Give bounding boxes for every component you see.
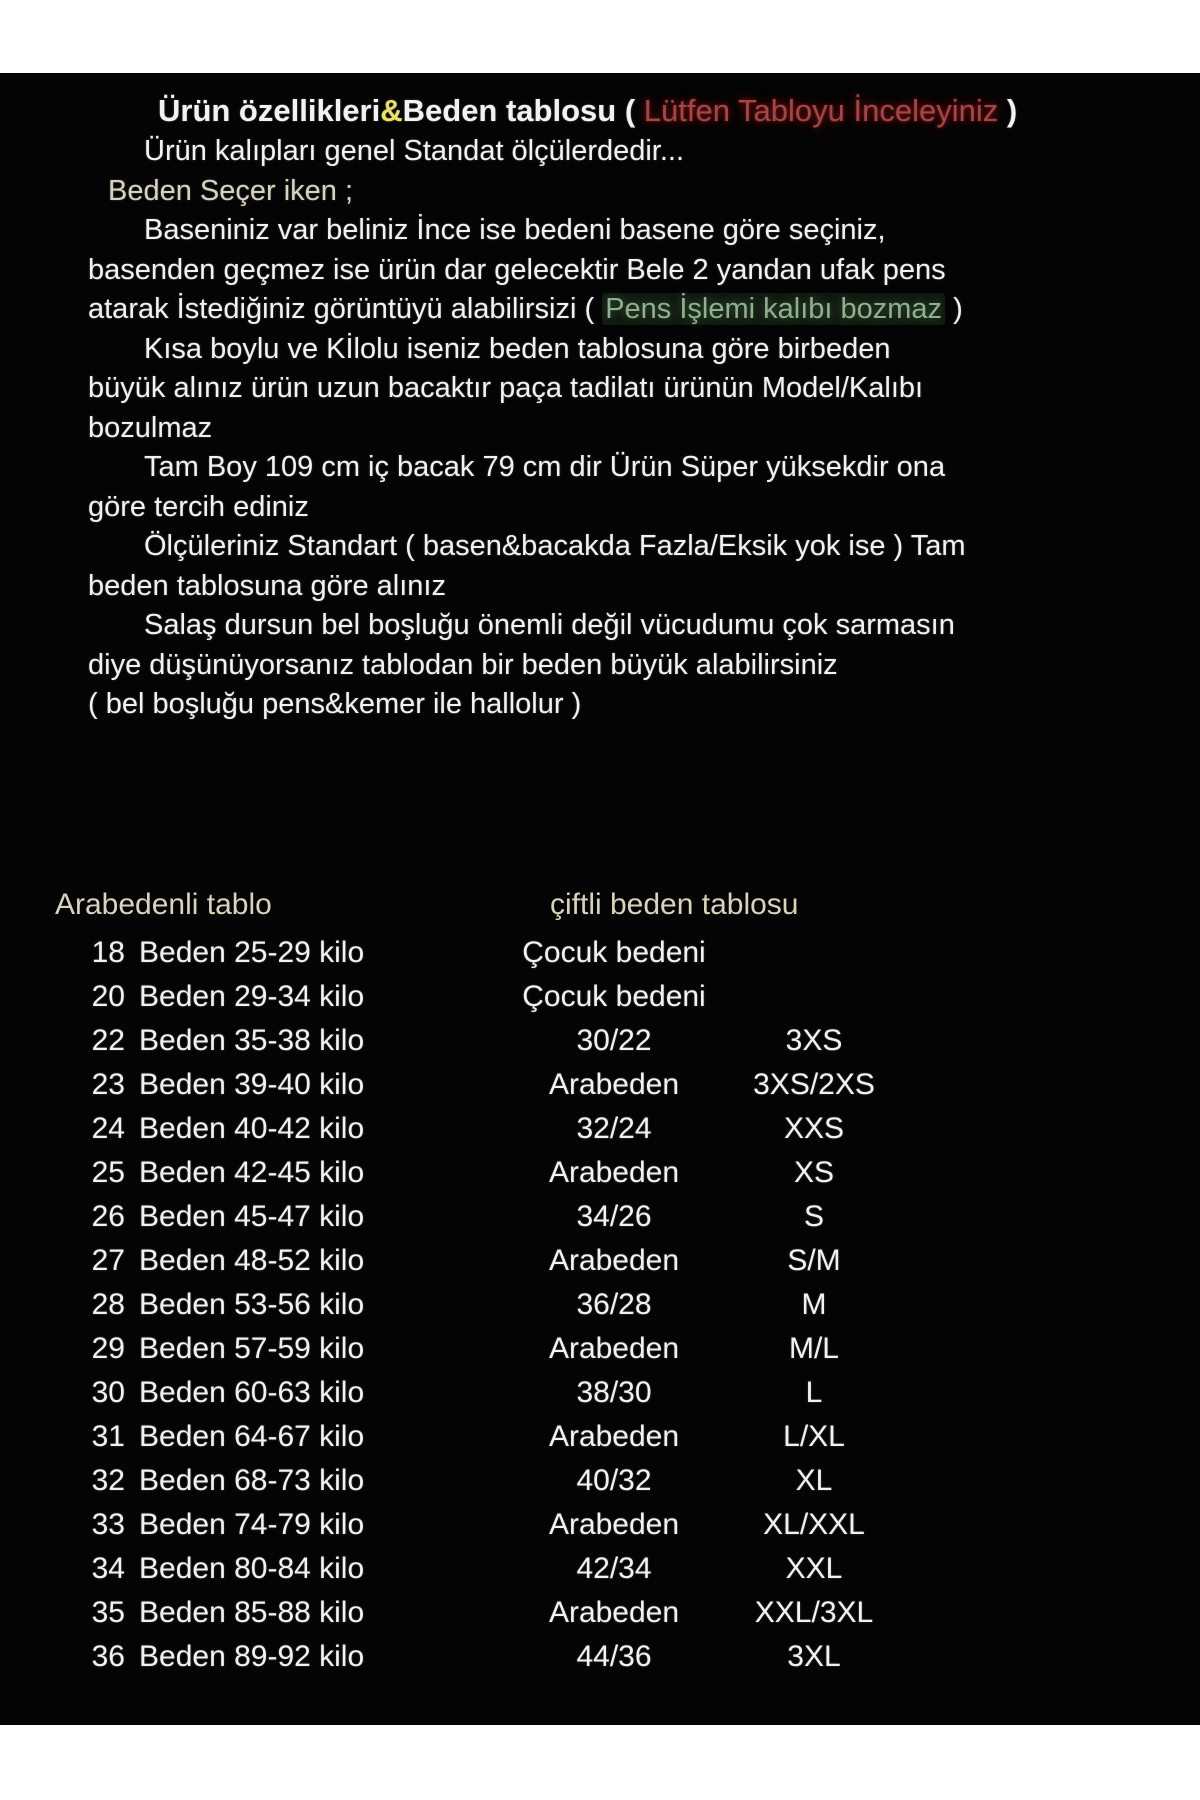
row-pair-size: Arabeden bbox=[548, 1155, 680, 1189]
row-letter-size: 3XL bbox=[787, 1639, 841, 1673]
description-line bbox=[144, 132, 1170, 172]
row-weight-range: Beden 53-56 kilo bbox=[139, 1287, 365, 1321]
row-pair-size: 44/36 bbox=[576, 1639, 652, 1673]
table-row bbox=[80, 1195, 1170, 1239]
row-number: 22 bbox=[91, 1023, 125, 1057]
row-pair-size: 34/26 bbox=[576, 1199, 652, 1233]
size-table-rows bbox=[80, 931, 1170, 1679]
row-number: 32 bbox=[91, 1463, 125, 1497]
text-segment-white: büyük alınız ürün uzun bacaktır paça tadilatı ürünün Model/Kalıbı bbox=[88, 372, 924, 404]
table-row bbox=[80, 1151, 1170, 1195]
description-line bbox=[88, 685, 1170, 725]
table-header bbox=[55, 885, 1170, 925]
size-table bbox=[55, 885, 1170, 1679]
row-letter-size: 3XS bbox=[785, 1023, 843, 1057]
row-number: 33 bbox=[91, 1507, 125, 1541]
table-header-ciftli: çiftli beden tablosu bbox=[550, 887, 799, 921]
row-pair-size: Arabeden bbox=[548, 1419, 680, 1453]
row-weight-range: Beden 57-59 kilo bbox=[139, 1331, 365, 1365]
text-segment-white: Baseniniz var beliniz İnce ise bedeni basene göre seçiniz, bbox=[144, 214, 886, 246]
text-segment-green: Pens İşlemi kalıbı bozmaz bbox=[602, 293, 945, 325]
row-pair-size: 32/24 bbox=[576, 1111, 652, 1145]
row-pair-size: 38/30 bbox=[576, 1375, 652, 1409]
text-segment-white: bozulmaz bbox=[88, 411, 213, 444]
row-pair-size: Arabeden bbox=[548, 1595, 680, 1629]
description-line bbox=[144, 527, 1170, 567]
row-number: 26 bbox=[91, 1199, 125, 1233]
table-row bbox=[80, 1327, 1170, 1371]
row-number: 25 bbox=[91, 1155, 125, 1189]
row-letter-size: L bbox=[805, 1375, 823, 1409]
text-segment-white: basenden geçmez ise ürün dar gelecektir Bele 2 yandan ufak pens bbox=[88, 253, 946, 286]
row-pair-size: Arabeden bbox=[548, 1331, 680, 1365]
row-number: 24 bbox=[91, 1111, 125, 1145]
content-area bbox=[0, 73, 1200, 1679]
row-number: 31 bbox=[91, 1419, 125, 1453]
description-line bbox=[144, 330, 1170, 370]
row-weight-range: Beden 39-40 kilo bbox=[139, 1067, 365, 1101]
row-number: 28 bbox=[91, 1287, 125, 1321]
table-row bbox=[80, 1503, 1170, 1547]
description-block bbox=[80, 89, 1170, 725]
row-letter-size: S/M bbox=[787, 1243, 841, 1277]
row-letter-size: S bbox=[803, 1199, 824, 1233]
page-title bbox=[158, 89, 1170, 132]
row-letter-size: XXL bbox=[785, 1551, 843, 1585]
row-pair-size: Çocuk bedeni bbox=[522, 979, 706, 1013]
row-weight-range: Beden 60-63 kilo bbox=[139, 1375, 365, 1409]
row-weight-range: Beden 42-45 kilo bbox=[139, 1155, 365, 1189]
row-weight-range: Beden 85-88 kilo bbox=[139, 1595, 365, 1629]
description-line bbox=[88, 409, 1170, 449]
row-weight-range: Beden 64-67 kilo bbox=[139, 1419, 365, 1453]
table-row bbox=[80, 1239, 1170, 1283]
row-number: 27 bbox=[91, 1243, 125, 1277]
description-line bbox=[88, 369, 1170, 409]
row-number: 18 bbox=[91, 935, 125, 969]
row-weight-range: Beden 74-79 kilo bbox=[139, 1507, 365, 1541]
row-pair-size: Arabeden bbox=[548, 1067, 680, 1101]
row-weight-range: Beden 80-84 kilo bbox=[139, 1551, 365, 1585]
description-line bbox=[88, 290, 1170, 330]
description-line bbox=[144, 606, 1170, 646]
text-segment-white: ) bbox=[945, 293, 963, 325]
table-row bbox=[80, 1635, 1170, 1679]
text-segment-white: Kısa boylu ve Kİlolu iseniz beden tablosuna göre birbeden bbox=[144, 332, 891, 365]
row-weight-range: Beden 45-47 kilo bbox=[139, 1199, 365, 1233]
row-pair-size: 42/34 bbox=[576, 1551, 652, 1585]
row-letter-size: XXS bbox=[783, 1111, 845, 1145]
row-weight-range: Beden 35-38 kilo bbox=[139, 1023, 365, 1057]
text-segment-white: Ürün özellikleri bbox=[158, 93, 381, 128]
row-number: 36 bbox=[91, 1639, 125, 1673]
table-row bbox=[80, 975, 1170, 1019]
table-row bbox=[80, 1371, 1170, 1415]
text-segment-cream: Beden Seçer iken ; bbox=[108, 174, 354, 207]
table-row bbox=[80, 1415, 1170, 1459]
row-weight-range: Beden 40-42 kilo bbox=[139, 1111, 365, 1145]
table-row bbox=[80, 1019, 1170, 1063]
description-line bbox=[144, 448, 1170, 488]
row-letter-size: XL bbox=[795, 1463, 833, 1497]
row-letter-size: 3XS/2XS bbox=[753, 1067, 875, 1101]
description-line bbox=[88, 251, 1170, 291]
product-size-chart-image bbox=[0, 73, 1200, 1725]
text-segment-white: Beden tablosu ( bbox=[402, 93, 644, 128]
row-weight-range: Beden 25-29 kilo bbox=[139, 935, 365, 969]
row-weight-range: Beden 68-73 kilo bbox=[139, 1463, 365, 1497]
text-segment-white: beden tablosuna göre alınız bbox=[88, 569, 446, 602]
text-segment-white: Ürün kalıpları genel Standat ölçülerdedir... bbox=[144, 135, 685, 167]
row-letter-size: L/XL bbox=[783, 1419, 845, 1453]
row-number: 29 bbox=[91, 1331, 125, 1365]
row-pair-size: 30/22 bbox=[576, 1023, 652, 1057]
row-number: 30 bbox=[91, 1375, 125, 1409]
table-row bbox=[80, 931, 1170, 975]
row-pair-size: Arabeden bbox=[548, 1243, 680, 1277]
table-row bbox=[80, 1063, 1170, 1107]
table-row bbox=[80, 1107, 1170, 1151]
text-segment-white: Salaş dursun bel boşluğu önemli değil vücudumu çok sarmasın bbox=[144, 609, 955, 641]
text-segment-white: ( bel boşluğu pens&kemer ile hallolur ) bbox=[88, 688, 582, 720]
text-segment-white: Tam Boy 109 cm iç bacak 79 cm dir Ürün Süper yüksekdir ona bbox=[144, 451, 946, 483]
text-segment-white: Ölçüleriniz Standart ( basen&bacakda Fazla/Eksik yok ise ) Tam bbox=[144, 530, 966, 562]
row-number: 34 bbox=[91, 1551, 125, 1585]
table-row bbox=[80, 1547, 1170, 1591]
row-number: 23 bbox=[91, 1067, 125, 1101]
description-line bbox=[88, 488, 1170, 528]
text-segment-white: atarak İstediğiniz görüntüyü alabilirsizi ( bbox=[88, 293, 603, 325]
text-segment-red: Lütfen Tabloyu İnceleyiniz bbox=[643, 93, 999, 128]
row-weight-range: Beden 89-92 kilo bbox=[139, 1639, 365, 1673]
row-pair-size: 40/32 bbox=[576, 1463, 652, 1497]
text-segment-white: göre tercih ediniz bbox=[88, 490, 309, 523]
row-number: 20 bbox=[91, 979, 125, 1013]
row-pair-size: Çocuk bedeni bbox=[522, 935, 706, 969]
description-line bbox=[88, 567, 1170, 607]
table-header-arabedenli: Arabedenli tablo bbox=[55, 887, 272, 921]
text-segment-yellow: & bbox=[380, 93, 403, 128]
row-weight-range: Beden 29-34 kilo bbox=[139, 979, 365, 1013]
row-weight-range: Beden 48-52 kilo bbox=[139, 1243, 365, 1277]
table-row bbox=[80, 1591, 1170, 1635]
row-pair-size: Arabeden bbox=[548, 1507, 680, 1541]
row-letter-size: XL/XXL bbox=[763, 1507, 865, 1541]
table-row bbox=[80, 1283, 1170, 1327]
description-line bbox=[144, 211, 1170, 251]
table-row bbox=[80, 1459, 1170, 1503]
row-number: 35 bbox=[91, 1595, 125, 1629]
description-line bbox=[108, 172, 1170, 212]
row-letter-size: XS bbox=[793, 1155, 835, 1189]
description-line bbox=[88, 646, 1170, 686]
row-letter-size: M bbox=[801, 1287, 827, 1321]
row-letter-size: XXL/3XL bbox=[754, 1595, 874, 1629]
text-segment-white: diye düşünüyorsanız tablodan bir beden büyük alabilirsiniz bbox=[88, 648, 838, 681]
row-pair-size: 36/28 bbox=[576, 1287, 652, 1321]
text-segment-white: ) bbox=[998, 93, 1018, 128]
row-letter-size: M/L bbox=[788, 1331, 839, 1365]
